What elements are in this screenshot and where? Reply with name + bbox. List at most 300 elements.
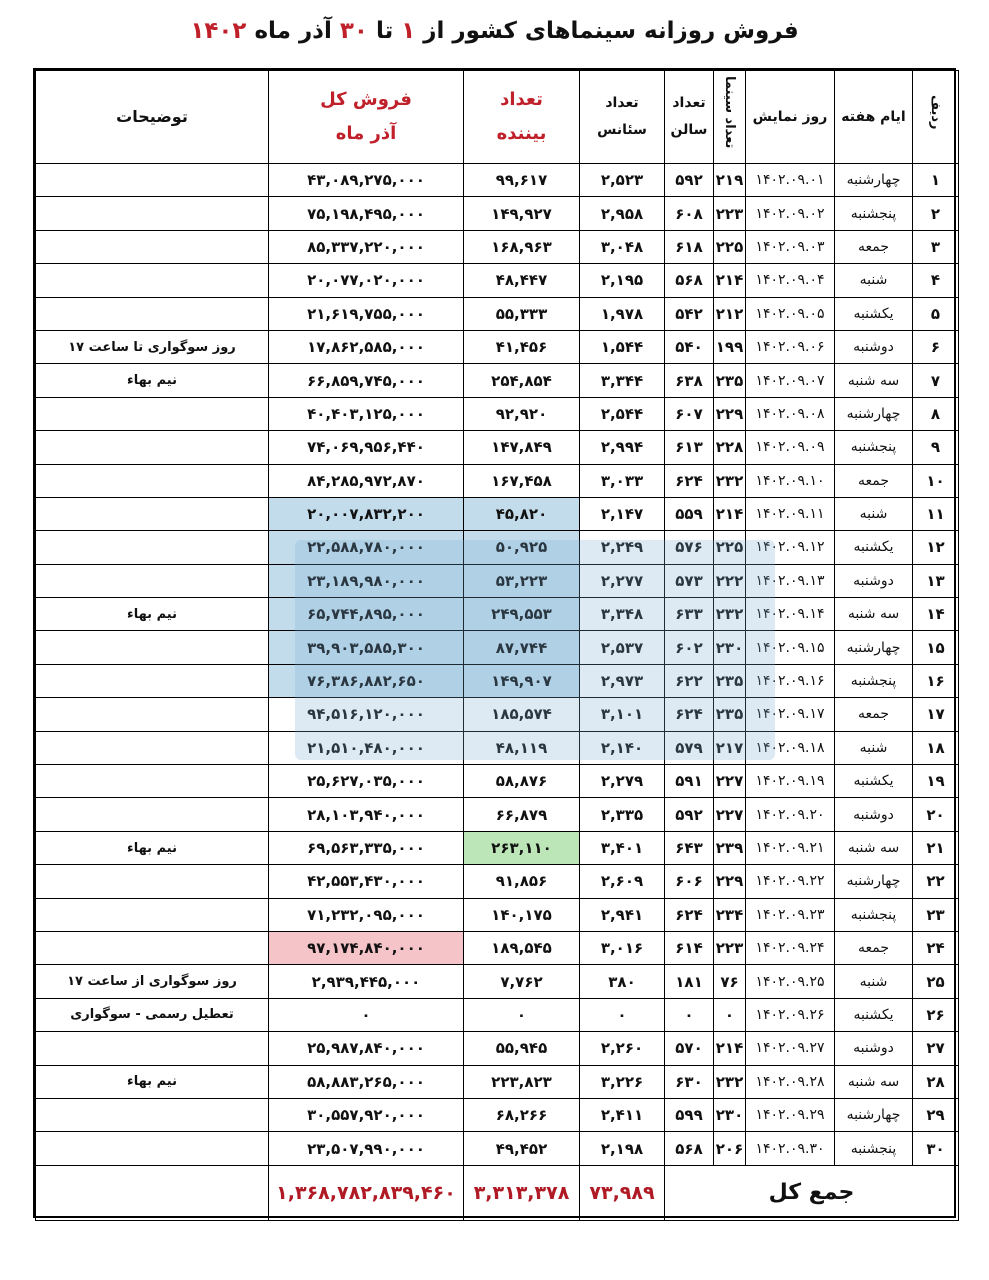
weekday-cell: پنجشنبه [835, 197, 913, 230]
total-notes [36, 1165, 269, 1220]
shows-cell: ۲,۲۶۰ [580, 1032, 665, 1065]
cinemas-cell: ۲۱۹ [714, 164, 746, 197]
row-number: ۱۲ [913, 531, 959, 564]
header-date: روز نمایش [746, 71, 835, 164]
shows-cell: ۲,۱۴۷ [580, 497, 665, 530]
viewers-cell: ۱۸۹,۵۴۵ [464, 931, 580, 964]
halls-cell: ۶۲۴ [665, 898, 714, 931]
cinemas-cell: ۲۲۵ [714, 230, 746, 263]
weekday-cell: چهارشنبه [835, 1098, 913, 1131]
shows-cell: ۳۸۰ [580, 965, 665, 998]
viewers-cell: ۵۳,۲۲۳ [464, 564, 580, 597]
halls-cell: ۶۰۲ [665, 631, 714, 664]
title-prefix: فروش روزانه سینماهای کشور از [415, 18, 799, 44]
sales-cell: ۹۴,۵۱۶,۱۲۰,۰۰۰ [269, 698, 464, 731]
note-cell [36, 631, 269, 664]
shows-cell: ۲,۱۹۸ [580, 1132, 665, 1165]
table-row [36, 664, 959, 697]
sales-cell: ۲۳,۱۸۹,۹۸۰,۰۰۰ [269, 564, 464, 597]
row-number: ۱۵ [913, 631, 959, 664]
title-to: ۳۰ [339, 18, 368, 44]
note-cell [36, 297, 269, 330]
note-cell [36, 497, 269, 530]
viewers-cell: ۲۴۹,۵۵۳ [464, 598, 580, 631]
weekday-cell: دوشنبه [835, 330, 913, 363]
shows-cell: ۲,۲۷۹ [580, 765, 665, 798]
row-number: ۷ [913, 364, 959, 397]
weekday-cell: سه شنبه [835, 364, 913, 397]
table-row [36, 931, 959, 964]
cinemas-cell: ۲۳۵ [714, 664, 746, 697]
weekday-cell: یکشنبه [835, 765, 913, 798]
row-number: ۵ [913, 297, 959, 330]
table-row [36, 631, 959, 664]
cinemas-cell: ۲۲۹ [714, 865, 746, 898]
sales-cell: ۲,۹۳۹,۴۴۵,۰۰۰ [269, 965, 464, 998]
sales-cell: ۲۱,۶۱۹,۷۵۵,۰۰۰ [269, 297, 464, 330]
shows-cell: ۲,۹۴۱ [580, 898, 665, 931]
viewers-cell: ۵۰,۹۲۵ [464, 531, 580, 564]
cinemas-cell: ۲۳۲ [714, 598, 746, 631]
shows-cell: ۲,۲۷۷ [580, 564, 665, 597]
row-number: ۱۳ [913, 564, 959, 597]
header-row-number: ردیف [913, 71, 959, 164]
cinemas-cell: ۷۶ [714, 965, 746, 998]
date-cell: ۱۴۰۲.۰۹.۱۶ [746, 664, 835, 697]
cinemas-cell: ۲۲۷ [714, 798, 746, 831]
weekday-cell: شنبه [835, 497, 913, 530]
sales-cell: ۲۸,۱۰۳,۹۴۰,۰۰۰ [269, 798, 464, 831]
weekday-cell: دوشنبه [835, 798, 913, 831]
viewers-cell: ۲۲۳,۸۲۳ [464, 1065, 580, 1098]
viewers-cell: ۶۸,۲۶۶ [464, 1098, 580, 1131]
date-cell: ۱۴۰۲.۰۹.۰۴ [746, 264, 835, 297]
table-row [36, 1032, 959, 1065]
note-cell [36, 464, 269, 497]
row-number: ۱۷ [913, 698, 959, 731]
shows-cell: ۳,۰۱۶ [580, 931, 665, 964]
date-cell: ۱۴۰۲.۰۹.۰۲ [746, 197, 835, 230]
viewers-cell: ۸۷,۷۴۴ [464, 631, 580, 664]
shows-cell: ۲,۹۵۸ [580, 197, 665, 230]
table-row [36, 164, 959, 197]
halls-cell: ۶۰۷ [665, 397, 714, 430]
sales-cell: ۲۵,۹۸۷,۸۴۰,۰۰۰ [269, 1032, 464, 1065]
cinemas-cell: ۲۳۰ [714, 1098, 746, 1131]
viewers-cell: ۹۲,۹۲۰ [464, 397, 580, 430]
table-row [36, 1132, 959, 1165]
row-number: ۲۰ [913, 798, 959, 831]
row-number: ۲۷ [913, 1032, 959, 1065]
date-cell: ۱۴۰۲.۰۹.۰۱ [746, 164, 835, 197]
halls-cell: ۵۴۰ [665, 330, 714, 363]
table-row [36, 197, 959, 230]
date-cell: ۱۴۰۲.۰۹.۲۵ [746, 965, 835, 998]
viewers-cell: ۹۹,۶۱۷ [464, 164, 580, 197]
halls-cell: ۵۹۱ [665, 765, 714, 798]
cinemas-cell: ۲۱۴ [714, 497, 746, 530]
header-sales: فروش کل آذر ماه [269, 71, 464, 164]
row-number: ۲۵ [913, 965, 959, 998]
note-cell [36, 798, 269, 831]
table-row [36, 464, 959, 497]
cinemas-cell: ۲۱۲ [714, 297, 746, 330]
note-cell: روز سوگواری تا ساعت ۱۷ [36, 330, 269, 363]
halls-cell: ۵۵۹ [665, 497, 714, 530]
row-number: ۱۱ [913, 497, 959, 530]
note-cell [36, 898, 269, 931]
cinemas-cell: ۲۲۸ [714, 431, 746, 464]
cinemas-cell: ۲۲۵ [714, 531, 746, 564]
note-cell [36, 397, 269, 430]
note-cell: نیم بهاء [36, 1065, 269, 1098]
sales-cell: ۴۰,۴۰۳,۱۲۵,۰۰۰ [269, 397, 464, 430]
weekday-cell: شنبه [835, 731, 913, 764]
note-cell [36, 1098, 269, 1131]
row-number: ۱۶ [913, 664, 959, 697]
note-cell [36, 1132, 269, 1165]
date-cell: ۱۴۰۲.۰۹.۰۷ [746, 364, 835, 397]
viewers-cell: ۲۶۳,۱۱۰ [464, 831, 580, 864]
halls-cell: ۶۲۴ [665, 464, 714, 497]
sales-cell: ۲۳,۵۰۷,۹۹۰,۰۰۰ [269, 1132, 464, 1165]
cinemas-cell: ۲۲۷ [714, 765, 746, 798]
sales-cell: ۲۰,۰۷۷,۰۲۰,۰۰۰ [269, 264, 464, 297]
table-row [36, 297, 959, 330]
note-cell [36, 765, 269, 798]
header-notes: توضیحات [36, 71, 269, 164]
date-cell: ۱۴۰۲.۰۹.۱۱ [746, 497, 835, 530]
sales-cell: ۱۷,۸۶۲,۵۸۵,۰۰۰ [269, 330, 464, 363]
date-cell: ۱۴۰۲.۰۹.۰۸ [746, 397, 835, 430]
row-number: ۲۹ [913, 1098, 959, 1131]
table-row [36, 798, 959, 831]
row-number: ۶ [913, 330, 959, 363]
title-mid: تا [367, 18, 402, 44]
row-number: ۱۰ [913, 464, 959, 497]
shows-cell: ۳,۰۴۸ [580, 230, 665, 263]
table-row [36, 965, 959, 998]
cinemas-cell: ۲۱۴ [714, 264, 746, 297]
date-cell: ۱۴۰۲.۰۹.۱۵ [746, 631, 835, 664]
shows-cell: ۳,۴۰۱ [580, 831, 665, 864]
row-number: ۳ [913, 230, 959, 263]
viewers-cell: ۱۴۹,۹۰۷ [464, 664, 580, 697]
halls-cell: ۶۴۳ [665, 831, 714, 864]
shows-cell: ۲,۴۱۱ [580, 1098, 665, 1131]
shows-cell: ۲,۲۴۹ [580, 531, 665, 564]
note-cell [36, 1032, 269, 1065]
weekday-cell: پنجشنبه [835, 898, 913, 931]
row-number: ۲۶ [913, 998, 959, 1031]
date-cell: ۱۴۰۲.۰۹.۲۶ [746, 998, 835, 1031]
cinemas-cell: ۱۹۹ [714, 330, 746, 363]
weekday-cell: جمعه [835, 698, 913, 731]
row-number: ۱۴ [913, 598, 959, 631]
shows-cell: ۳,۲۲۶ [580, 1065, 665, 1098]
sales-cell: ۶۵,۷۴۴,۸۹۵,۰۰۰ [269, 598, 464, 631]
date-cell: ۱۴۰۲.۰۹.۱۳ [746, 564, 835, 597]
shows-cell: ۳,۰۳۳ [580, 464, 665, 497]
sales-cell: ۲۰,۰۰۷,۸۳۲,۲۰۰ [269, 497, 464, 530]
weekday-cell: سه شنبه [835, 598, 913, 631]
row-number: ۹ [913, 431, 959, 464]
sales-cell: ۷۱,۲۳۲,۰۹۵,۰۰۰ [269, 898, 464, 931]
weekday-cell: شنبه [835, 965, 913, 998]
sales-cell: ۶۹,۵۶۳,۳۳۵,۰۰۰ [269, 831, 464, 864]
sales-cell: ۳۹,۹۰۳,۵۸۵,۳۰۰ [269, 631, 464, 664]
note-cell [36, 264, 269, 297]
weekday-cell: پنجشنبه [835, 431, 913, 464]
row-number: ۳۰ [913, 1132, 959, 1165]
cinemas-cell: ۲۲۹ [714, 397, 746, 430]
weekday-cell: جمعه [835, 230, 913, 263]
cinemas-cell: ۲۳۴ [714, 898, 746, 931]
page-title [0, 18, 989, 44]
sales-cell: ۲۵,۶۲۷,۰۳۵,۰۰۰ [269, 765, 464, 798]
sales-cell: ۲۱,۵۱۰,۴۸۰,۰۰۰ [269, 731, 464, 764]
halls-cell: ۵۹۲ [665, 164, 714, 197]
halls-cell: ۶۱۴ [665, 931, 714, 964]
viewers-cell: ۰ [464, 998, 580, 1031]
halls-cell: ۵۷۹ [665, 731, 714, 764]
halls-cell: ۵۷۶ [665, 531, 714, 564]
header-viewers: تعداد بیننده [464, 71, 580, 164]
weekday-cell: یکشنبه [835, 531, 913, 564]
row-number: ۴ [913, 264, 959, 297]
date-cell: ۱۴۰۲.۰۹.۲۴ [746, 931, 835, 964]
note-cell [36, 197, 269, 230]
table-row [36, 531, 959, 564]
halls-cell: ۰ [665, 998, 714, 1031]
table-row [36, 564, 959, 597]
row-number: ۲۳ [913, 898, 959, 931]
shows-cell: ۲,۶۰۹ [580, 865, 665, 898]
cinemas-cell: ۲۲۳ [714, 197, 746, 230]
title-month: آذر ماه [246, 18, 340, 44]
halls-cell: ۵۷۳ [665, 564, 714, 597]
viewers-cell: ۱۴۹,۹۲۷ [464, 197, 580, 230]
halls-cell: ۵۷۰ [665, 1032, 714, 1065]
header-weekday: ایام هفته [835, 71, 913, 164]
table-row [36, 898, 959, 931]
header-cinemas: تعداد سینما [714, 71, 746, 164]
note-cell [36, 230, 269, 263]
shows-cell: ۲,۹۷۳ [580, 664, 665, 697]
sales-cell: ۳۰,۵۵۷,۹۲۰,۰۰۰ [269, 1098, 464, 1131]
date-cell: ۱۴۰۲.۰۹.۱۲ [746, 531, 835, 564]
total-row [36, 1165, 959, 1220]
shows-cell: ۰ [580, 998, 665, 1031]
halls-cell: ۶۲۴ [665, 698, 714, 731]
table-row [36, 731, 959, 764]
halls-cell: ۱۸۱ [665, 965, 714, 998]
cinemas-cell: ۲۱۴ [714, 1032, 746, 1065]
halls-cell: ۶۰۶ [665, 865, 714, 898]
shows-cell: ۳,۳۴۸ [580, 598, 665, 631]
total-label: جمع کل [665, 1165, 959, 1220]
date-cell: ۱۴۰۲.۰۹.۱۹ [746, 765, 835, 798]
weekday-cell: شنبه [835, 264, 913, 297]
date-cell: ۱۴۰۲.۰۹.۲۱ [746, 831, 835, 864]
sales-cell: ۸۵,۳۳۷,۲۲۰,۰۰۰ [269, 230, 464, 263]
halls-cell: ۶۱۳ [665, 431, 714, 464]
halls-cell: ۵۶۸ [665, 1132, 714, 1165]
table-header-row [36, 71, 959, 164]
viewers-cell: ۴۸,۱۱۹ [464, 731, 580, 764]
weekday-cell: جمعه [835, 464, 913, 497]
note-cell: نیم بهاء [36, 364, 269, 397]
weekday-cell: چهارشنبه [835, 865, 913, 898]
cinemas-cell: ۲۲۲ [714, 564, 746, 597]
date-cell: ۱۴۰۲.۰۹.۲۰ [746, 798, 835, 831]
cinemas-cell: ۰ [714, 998, 746, 1031]
viewers-cell: ۱۸۵,۵۷۴ [464, 698, 580, 731]
note-cell [36, 931, 269, 964]
halls-cell: ۶۳۰ [665, 1065, 714, 1098]
total-sales: ۱,۳۶۸,۷۸۲,۸۳۹,۴۶۰ [269, 1165, 464, 1220]
cinemas-cell: ۲۳۵ [714, 364, 746, 397]
note-cell [36, 164, 269, 197]
sales-cell: ۰ [269, 998, 464, 1031]
note-cell [36, 531, 269, 564]
viewers-cell: ۱۴۰,۱۷۵ [464, 898, 580, 931]
sales-cell: ۶۶,۸۵۹,۷۴۵,۰۰۰ [269, 364, 464, 397]
sales-cell: ۷۵,۱۹۸,۴۹۵,۰۰۰ [269, 197, 464, 230]
halls-cell: ۶۱۸ [665, 230, 714, 263]
viewers-cell: ۷,۷۶۲ [464, 965, 580, 998]
row-number: ۸ [913, 397, 959, 430]
table-row [36, 330, 959, 363]
row-number: ۱ [913, 164, 959, 197]
shows-cell: ۲,۳۳۵ [580, 798, 665, 831]
halls-cell: ۶۲۲ [665, 664, 714, 697]
viewers-cell: ۱۶۷,۴۵۸ [464, 464, 580, 497]
viewers-cell: ۴۱,۴۵۶ [464, 330, 580, 363]
table-row [36, 865, 959, 898]
date-cell: ۱۴۰۲.۰۹.۲۲ [746, 865, 835, 898]
viewers-cell: ۵۵,۹۴۵ [464, 1032, 580, 1065]
cinemas-cell: ۲۳۹ [714, 831, 746, 864]
cinemas-cell: ۲۳۲ [714, 1065, 746, 1098]
shows-cell: ۱,۹۷۸ [580, 297, 665, 330]
date-cell: ۱۴۰۲.۰۹.۲۳ [746, 898, 835, 931]
note-cell: نیم بهاء [36, 831, 269, 864]
cinemas-cell: ۲۲۳ [714, 931, 746, 964]
weekday-cell: یکشنبه [835, 998, 913, 1031]
table-row [36, 765, 959, 798]
halls-cell: ۶۳۸ [665, 364, 714, 397]
viewers-cell: ۴۹,۴۵۲ [464, 1132, 580, 1165]
sales-cell: ۴۳,۰۸۹,۲۷۵,۰۰۰ [269, 164, 464, 197]
cinemas-cell: ۲۳۰ [714, 631, 746, 664]
table-row [36, 230, 959, 263]
date-cell: ۱۴۰۲.۰۹.۲۸ [746, 1065, 835, 1098]
viewers-cell: ۱۶۸,۹۶۳ [464, 230, 580, 263]
total-viewers: ۳,۳۱۳,۳۷۸ [464, 1165, 580, 1220]
note-cell: روز سوگواری از ساعت ۱۷ [36, 965, 269, 998]
row-number: ۱۹ [913, 765, 959, 798]
date-cell: ۱۴۰۲.۰۹.۱۷ [746, 698, 835, 731]
table-row [36, 598, 959, 631]
table-row [36, 831, 959, 864]
viewers-cell: ۴۵,۸۲۰ [464, 497, 580, 530]
viewers-cell: ۵۸,۸۷۶ [464, 765, 580, 798]
cinemas-cell: ۲۱۷ [714, 731, 746, 764]
halls-cell: ۵۹۲ [665, 798, 714, 831]
weekday-cell: یکشنبه [835, 297, 913, 330]
sales-cell: ۴۲,۵۵۳,۴۳۰,۰۰۰ [269, 865, 464, 898]
viewers-cell: ۶۶,۸۷۹ [464, 798, 580, 831]
weekday-cell: سه شنبه [835, 1065, 913, 1098]
date-cell: ۱۴۰۲.۰۹.۰۳ [746, 230, 835, 263]
shows-cell: ۲,۹۹۴ [580, 431, 665, 464]
cinemas-cell: ۲۰۶ [714, 1132, 746, 1165]
sales-cell: ۷۶,۳۸۶,۸۸۲,۶۵۰ [269, 664, 464, 697]
shows-cell: ۲,۱۹۵ [580, 264, 665, 297]
halls-cell: ۵۶۸ [665, 264, 714, 297]
row-number: ۱۸ [913, 731, 959, 764]
note-cell: تعطیل رسمی - سوگواری [36, 998, 269, 1031]
note-cell [36, 431, 269, 464]
row-number: ۲ [913, 197, 959, 230]
table-row [36, 698, 959, 731]
table-row [36, 998, 959, 1031]
note-cell [36, 731, 269, 764]
table-row [36, 431, 959, 464]
cinemas-cell: ۲۳۲ [714, 464, 746, 497]
halls-cell: ۵۴۲ [665, 297, 714, 330]
weekday-cell: دوشنبه [835, 564, 913, 597]
viewers-cell: ۲۵۴,۸۵۴ [464, 364, 580, 397]
halls-cell: ۵۹۹ [665, 1098, 714, 1131]
shows-cell: ۱,۵۴۴ [580, 330, 665, 363]
weekday-cell: دوشنبه [835, 1032, 913, 1065]
title-from: ۱ [401, 18, 416, 44]
sales-cell: ۷۴,۰۶۹,۹۵۶,۴۴۰ [269, 431, 464, 464]
note-cell [36, 865, 269, 898]
weekday-cell: سه شنبه [835, 831, 913, 864]
date-cell: ۱۴۰۲.۰۹.۰۶ [746, 330, 835, 363]
date-cell: ۱۴۰۲.۰۹.۱۰ [746, 464, 835, 497]
viewers-cell: ۴۸,۴۴۷ [464, 264, 580, 297]
shows-cell: ۳,۱۰۱ [580, 698, 665, 731]
note-cell [36, 664, 269, 697]
title-year: ۱۴۰۲ [190, 18, 247, 44]
date-cell: ۱۴۰۲.۰۹.۲۷ [746, 1032, 835, 1065]
halls-cell: ۶۰۸ [665, 197, 714, 230]
weekday-cell: چهارشنبه [835, 164, 913, 197]
table-row [36, 1065, 959, 1098]
viewers-cell: ۵۵,۳۳۳ [464, 297, 580, 330]
note-cell [36, 564, 269, 597]
date-cell: ۱۴۰۲.۰۹.۱۴ [746, 598, 835, 631]
header-halls: تعداد سالن [665, 71, 714, 164]
weekday-cell: جمعه [835, 931, 913, 964]
weekday-cell: پنجشنبه [835, 664, 913, 697]
viewers-cell: ۱۴۷,۸۴۹ [464, 431, 580, 464]
total-shows: ۷۳,۹۸۹ [580, 1165, 665, 1220]
sales-cell: ۹۷,۱۷۴,۸۴۰,۰۰۰ [269, 931, 464, 964]
sales-cell: ۵۸,۸۸۳,۲۶۵,۰۰۰ [269, 1065, 464, 1098]
date-cell: ۱۴۰۲.۰۹.۳۰ [746, 1132, 835, 1165]
shows-cell: ۲,۵۳۷ [580, 631, 665, 664]
table-row [36, 397, 959, 430]
row-number: ۲۸ [913, 1065, 959, 1098]
sales-table [35, 70, 959, 1221]
sales-table-container [33, 68, 956, 1218]
sales-cell: ۸۴,۲۸۵,۹۷۲,۸۷۰ [269, 464, 464, 497]
